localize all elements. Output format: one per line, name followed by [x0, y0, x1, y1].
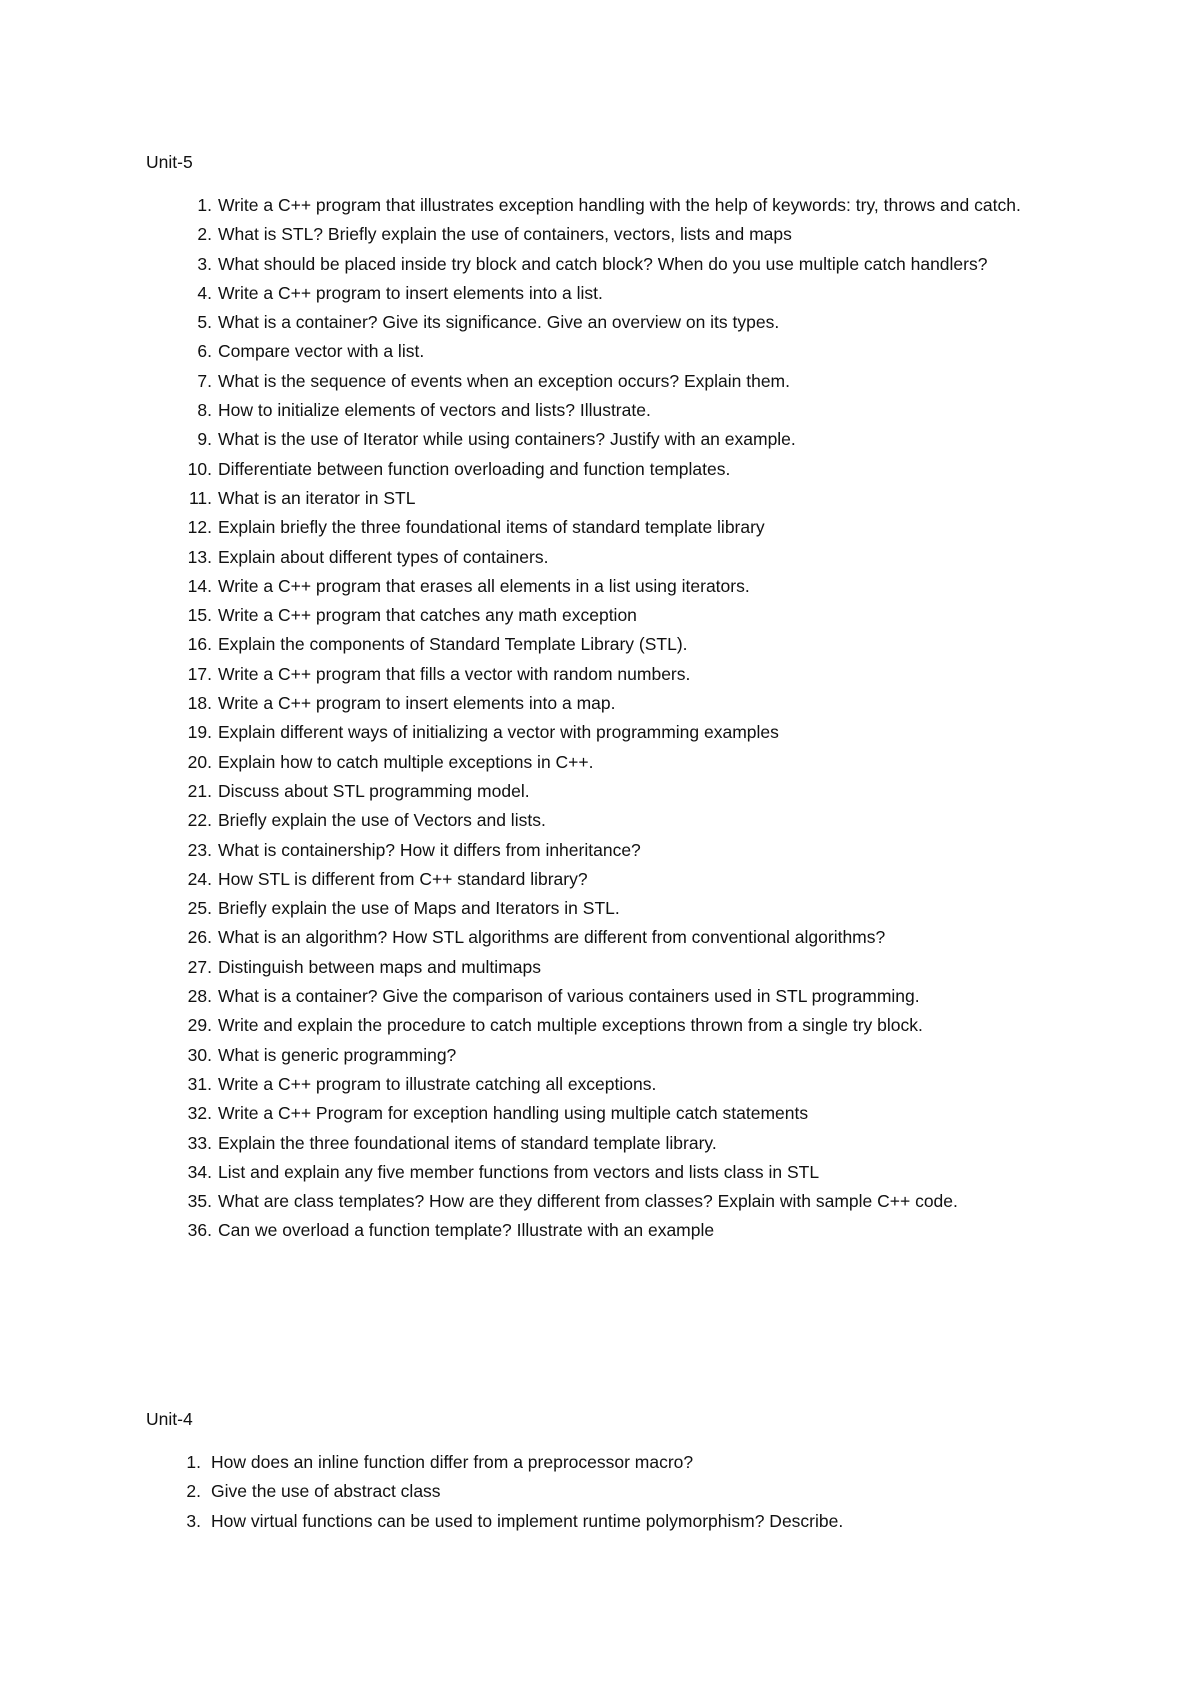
question-text: What is generic programming? [218, 1044, 457, 1065]
question-text: Compare vector with a list. [218, 341, 425, 362]
question-text: What is a container? Give its significance. Give an overview on its types. [218, 312, 780, 333]
question-number: 31. [187, 1073, 212, 1094]
question-number: 29. [187, 1015, 212, 1036]
question-text: Write a C++ program that catches any math exception [218, 605, 637, 626]
question-text: Distinguish between maps and multimaps [218, 956, 541, 977]
question-number: 6. [197, 341, 212, 362]
question-number: 24. [187, 868, 212, 889]
question-number: 3. [197, 253, 212, 274]
question-item [0, 425, 1200, 454]
question-item [0, 308, 1200, 337]
question-number: 20. [187, 751, 212, 772]
question-number: 4. [197, 282, 212, 303]
question-item [0, 806, 1200, 835]
question-item [0, 1448, 1200, 1477]
question-number: 23. [187, 839, 212, 860]
question-item [0, 1187, 1200, 1216]
question-number: 2. [186, 1481, 201, 1502]
question-item [0, 513, 1200, 542]
question-text: Explain the components of Standard Template Library (STL). [218, 634, 688, 655]
question-text: Write a C++ program that illustrates exception handling with the help of keywords: try, throws and catch. [218, 195, 1021, 215]
question-item [0, 748, 1200, 777]
question-item [0, 953, 1200, 982]
question-number: 32. [187, 1103, 212, 1124]
question-item [0, 572, 1200, 601]
question-number: 15. [187, 605, 212, 626]
question-number: 34. [187, 1161, 212, 1182]
question-item [0, 455, 1200, 484]
question-text: Write a C++ program to insert elements into a list. [218, 282, 603, 303]
question-text: Explain different ways of initializing a vector with programming examples [218, 722, 779, 743]
question-text: What is the sequence of events when an exception occurs? Explain them. [218, 370, 790, 391]
question-text: Discuss about STL programming model. [218, 780, 530, 801]
question-text: What are class templates? How are they different from classes? Explain with sample C++ code. [218, 1191, 958, 1212]
question-text: Write a C++ program that erases all elements in a list using iterators. [218, 575, 750, 596]
question-item [0, 367, 1200, 396]
question-number: 13. [187, 546, 212, 567]
question-number: 18. [187, 693, 212, 714]
question-text: What is containership? How it differs from inheritance? [218, 839, 641, 860]
question-text: How does an inline function differ from a preprocessor macro? [211, 1452, 694, 1472]
question-number: 1. [197, 195, 212, 215]
question-text: What is a container? Give the comparison of various containers used in STL programming. [218, 986, 920, 1007]
question-number: 25. [187, 898, 212, 919]
question-item [0, 543, 1200, 572]
question-item [0, 484, 1200, 513]
question-item [0, 1158, 1200, 1187]
question-number: 16. [187, 634, 212, 655]
question-text: How STL is different from C++ standard library? [218, 868, 588, 889]
question-number: 22. [187, 810, 212, 831]
question-item [0, 1129, 1200, 1158]
question-item [0, 1011, 1200, 1040]
question-number: 11. [188, 487, 212, 508]
question-text: Write a C++ program to insert elements into a map. [218, 693, 616, 714]
question-item [0, 923, 1200, 952]
question-text: Write a C++ Program for exception handling using multiple catch statements [218, 1103, 809, 1124]
question-text: Explain the three foundational items of standard template library. [218, 1132, 717, 1153]
question-text: Differentiate between function overloading and function templates. [218, 458, 731, 479]
question-number: 14. [187, 575, 212, 596]
unit-4-question-list [0, 1448, 1200, 1536]
question-text: Write a C++ program that fills a vector with random numbers. [218, 663, 691, 684]
question-item [0, 337, 1200, 366]
question-item [0, 865, 1200, 894]
question-number: 28. [187, 986, 212, 1007]
question-text: List and explain any five member functions from vectors and lists class in STL [218, 1161, 820, 1182]
question-text: Briefly explain the use of Vectors and lists. [218, 810, 546, 831]
question-number: 30. [187, 1044, 212, 1065]
question-text: Explain about different types of containers. [218, 546, 549, 567]
question-item [0, 220, 1200, 249]
question-text: Write a C++ program to illustrate catching all exceptions. [218, 1073, 657, 1094]
question-number: 3. [186, 1510, 201, 1531]
question-number: 2. [197, 224, 212, 245]
question-item [0, 630, 1200, 659]
unit-4-heading: Unit-4 [146, 1409, 193, 1429]
question-item [0, 1099, 1200, 1128]
question-text: How to initialize elements of vectors and lists? Illustrate. [218, 400, 651, 421]
question-number: 17. [187, 663, 212, 684]
question-text: What should be placed inside try block and catch block? When do you use multiple catch handlers? [218, 253, 988, 274]
unit-5-question-list [0, 191, 1200, 1246]
question-item [0, 1477, 1200, 1506]
question-item [0, 689, 1200, 718]
question-text: What is an iterator in STL [218, 487, 416, 508]
question-item [0, 1070, 1200, 1099]
question-item [0, 982, 1200, 1011]
question-text: Explain briefly the three foundational items of standard template library [218, 517, 765, 538]
question-number: 12. [187, 517, 212, 538]
question-text: Explain how to catch multiple exceptions in C++. [218, 751, 594, 772]
question-item [0, 718, 1200, 747]
question-text: Write and explain the procedure to catch multiple exceptions thrown from a single try block. [218, 1015, 923, 1036]
question-number: 9. [197, 429, 212, 450]
question-number: 5. [197, 312, 212, 333]
question-text: Can we overload a function template? Illustrate with an example [218, 1220, 715, 1241]
question-number: 10. [187, 458, 212, 479]
question-number: 1. [186, 1452, 201, 1472]
question-text: What is the use of Iterator while using containers? Justify with an example. [218, 429, 796, 450]
question-text: What is STL? Briefly explain the use of containers, vectors, lists and maps [218, 224, 792, 245]
question-number: 33. [187, 1132, 212, 1153]
question-item [0, 777, 1200, 806]
question-item [0, 601, 1200, 630]
question-item [0, 396, 1200, 425]
question-number: 19. [187, 722, 212, 743]
question-item [0, 1507, 1200, 1536]
question-number: 8. [197, 400, 212, 421]
question-text: Give the use of abstract class [211, 1481, 441, 1502]
question-item [0, 191, 1200, 220]
question-number: 35. [187, 1191, 212, 1212]
question-item [0, 250, 1200, 279]
unit-5-heading: Unit-5 [146, 152, 193, 172]
question-item [0, 894, 1200, 923]
question-text: How virtual functions can be used to implement runtime polymorphism? Describe. [211, 1510, 844, 1531]
question-item [0, 660, 1200, 689]
question-number: 7. [197, 370, 212, 391]
question-item [0, 1041, 1200, 1070]
question-number: 21. [187, 780, 212, 801]
question-number: 27. [187, 956, 212, 977]
question-item [0, 1216, 1200, 1245]
question-item [0, 836, 1200, 865]
question-text: What is an algorithm? How STL algorithms are different from conventional algorithms? [218, 927, 886, 948]
question-text: Briefly explain the use of Maps and Iterators in STL. [218, 898, 620, 919]
question-number: 26. [187, 927, 212, 948]
question-item [0, 279, 1200, 308]
question-number: 36. [187, 1220, 212, 1241]
